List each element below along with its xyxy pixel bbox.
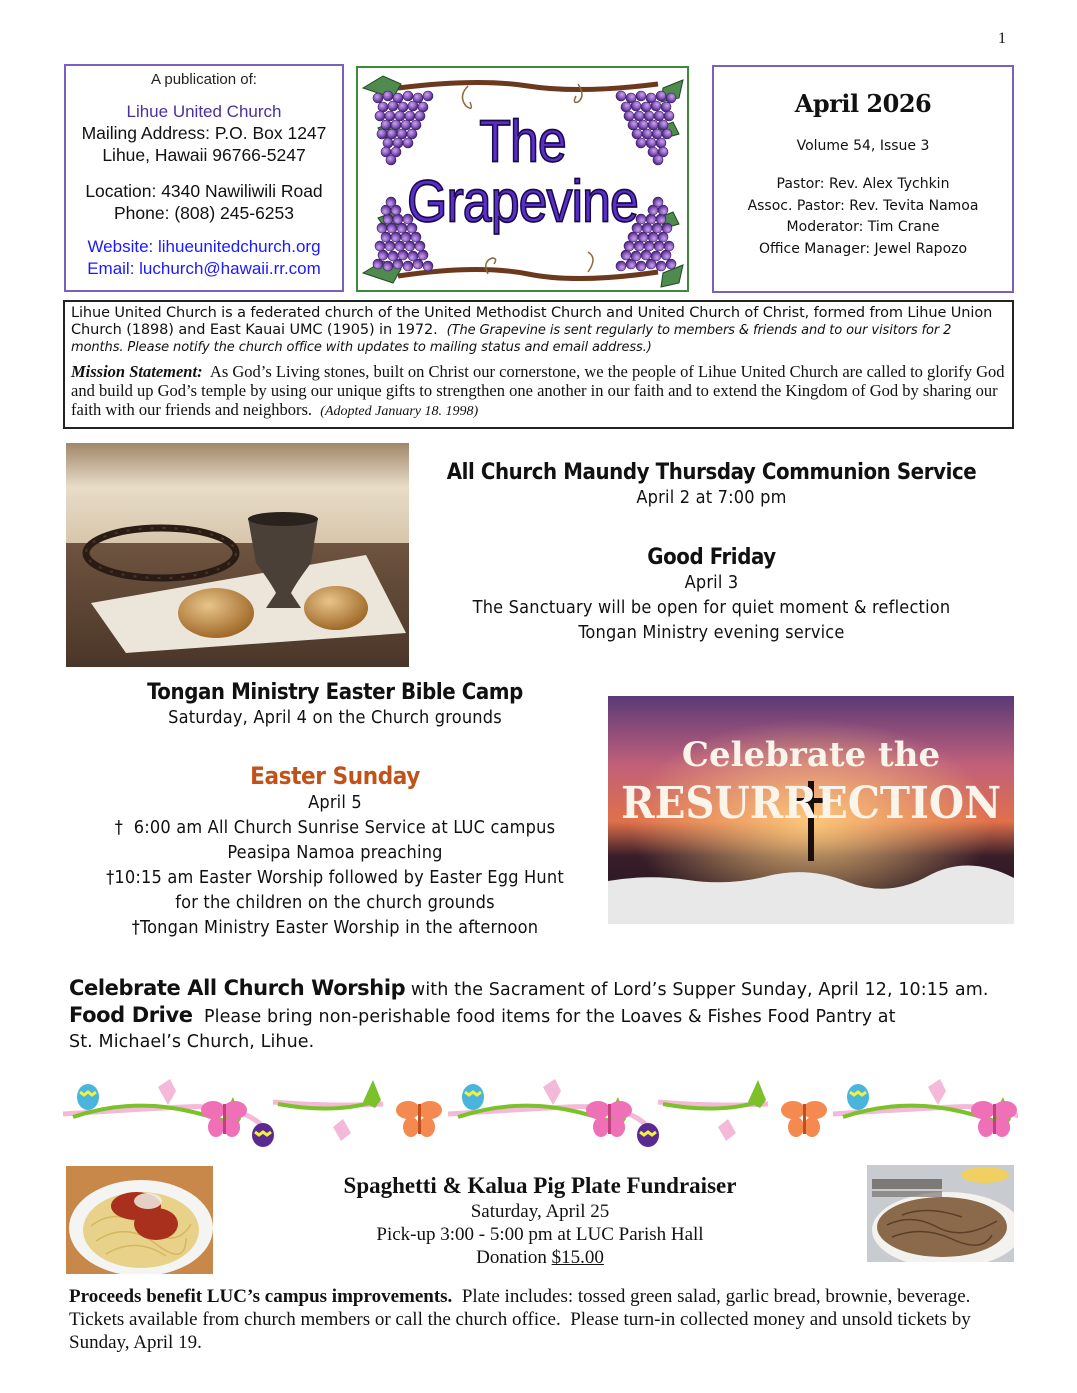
kalua-pig-photo <box>867 1165 1014 1262</box>
federation-text: Lihue United Church is a federated church of the United Methodist Church and United Church of Christ, formed from Lihue Union Church (1898) and East Kauai UMC (1905) in 1972. <box>71 305 993 338</box>
logo-title-the: The <box>479 108 566 176</box>
event-detail: Tongan Ministry evening service <box>578 622 845 643</box>
church-info-box <box>63 300 1014 429</box>
easter-sunday-event <box>70 762 600 940</box>
event-date: April 3 <box>684 572 739 593</box>
page-number: 1 <box>998 30 1006 47</box>
issue-info-box <box>712 65 1014 293</box>
easter-item: † 6:00 am All Church Sunrise Service at LUC campus <box>114 817 556 838</box>
food-drive-text: Please bring non-perishable food items for the Loaves & Fishes Food Pantry at <box>192 1007 896 1027</box>
location-address: Location: 4340 Nawiliwili Road <box>85 181 323 201</box>
food-drive-title: Food Drive <box>69 1003 193 1027</box>
easter-item: †Tongan Ministry Easter Worship in the afternoon <box>131 917 539 938</box>
maundy-thursday-event <box>420 460 1003 510</box>
worship-announcement <box>69 976 1019 1003</box>
event-detail: The Sanctuary will be open for quiet moment & reflection <box>472 597 951 618</box>
mailing-note: (The Grapevine is sent regularly to members & friends and to our visitors for 2 months. Please notify the church office with updates to mailing status and email address.) <box>71 323 952 355</box>
worship-title: Celebrate All Church Worship <box>69 976 406 1000</box>
phone-number: Phone: (808) 245-6253 <box>114 203 294 223</box>
issue-volume: Volume 54, Issue 3 <box>796 138 930 154</box>
event-title: Good Friday <box>647 545 776 570</box>
event-title: Easter Sunday <box>250 762 420 790</box>
city-state-zip: Lihue, Hawaii 96766-5247 <box>102 145 306 165</box>
event-title: All Church Maundy Thursday Communion Service <box>446 460 977 485</box>
proceeds-paragraph <box>69 1285 1014 1354</box>
website-link[interactable]: Website: lihueunitedchurch.org <box>87 237 321 256</box>
resurrection-line2: RESURRECTION <box>621 778 1001 829</box>
mission-text: As God’s Living stones, built on Christ our cornerstone, we the people of Lihue United Church are called to glorify God and build up God’s temple by using our unique gifts to strengthen one another in our faith and to extend the Kingdom of God by sharing our faith with our friends and neighbors. <box>71 362 1005 419</box>
easter-egg-icon <box>77 1084 99 1110</box>
proceeds-bold: Proceeds benefit LUC’s campus improvements. <box>69 1286 453 1307</box>
logo-title-grapevine: Grapevine <box>407 168 638 236</box>
grapevine-logo <box>356 66 689 292</box>
staff-office-manager: Office Manager: Jewel Rapozo <box>758 240 968 257</box>
fundraiser-pickup: Pick-up 3:00 - 5:00 pm at LUC Parish Hall <box>376 1224 704 1245</box>
publication-intro: A publication of: <box>151 71 257 88</box>
staff-assoc-pastor: Assoc. Pastor: Rev. Tevita Namoa <box>747 197 979 214</box>
good-friday-event <box>420 545 1003 645</box>
fundraiser-title: Spaghetti & Kalua Pig Plate Fundraiser <box>343 1173 737 1198</box>
easter-item: †10:15 am Easter Worship followed by Easter Egg Hunt <box>106 867 564 888</box>
easter-item-continued: Peasipa Namoa preaching <box>227 842 443 863</box>
fundraiser-date: Saturday, April 25 <box>470 1201 610 1222</box>
food-drive-location: St. Michael’s Church, Lihue. <box>69 1032 315 1052</box>
bible-camp-event <box>70 680 600 730</box>
event-date: Saturday, April 4 on the Church grounds <box>168 707 502 728</box>
announcements <box>69 976 1019 1055</box>
cross-bullet-icon: † <box>114 817 124 838</box>
event-date: April 2 at 7:00 pm <box>636 487 787 508</box>
mission-label: Mission Statement: <box>71 362 203 381</box>
cross-bullet-icon: † <box>131 917 141 938</box>
staff-moderator: Moderator: Tim Crane <box>786 219 940 235</box>
federation-paragraph <box>71 305 1006 356</box>
worship-text: with the Sacrament of Lord’s Supper Sunday, April 12, 10:15 am. <box>405 980 989 1000</box>
event-title: Tongan Ministry Easter Bible Camp <box>147 680 523 705</box>
donation-amount: $15.00 <box>551 1247 604 1268</box>
staff-pastor: Pastor: Rev. Alex Tychkin <box>776 176 950 192</box>
mission-adopted-date: (Adopted January 18. 1998) <box>320 404 479 419</box>
easter-decorative-border <box>63 1072 1018 1154</box>
church-name: Lihue United Church <box>126 102 282 121</box>
celebrate-resurrection-image <box>608 696 1014 924</box>
event-date: April 5 <box>308 792 362 813</box>
proceeds-text: Plate includes: tossed green salad, garlic bread, brownie, beverage. Tickets available from church members or call the church office. Please turn-in collected money and unsold tickets by Sunday, April 19. <box>69 1286 980 1353</box>
spaghetti-photo <box>66 1166 213 1274</box>
fundraiser-donation <box>215 1246 865 1269</box>
mailing-address: Mailing Address: P.O. Box 1247 <box>81 123 327 143</box>
communion-photo <box>66 443 409 667</box>
fundraiser-announcement <box>215 1172 865 1269</box>
food-drive-announcement <box>69 1003 1019 1030</box>
cross-bullet-icon: † <box>106 867 115 888</box>
easter-item-continued: for the children on the church grounds <box>175 892 495 913</box>
issue-month: April 2026 <box>794 89 932 118</box>
donation-label: Donation <box>476 1247 552 1268</box>
resurrection-line1: Celebrate the <box>681 735 941 775</box>
butterfly-icon <box>396 1101 442 1137</box>
email-link[interactable]: Email: luchurch@hawaii.rr.com <box>87 259 321 278</box>
easter-egg-icon <box>252 1123 274 1147</box>
mission-paragraph <box>71 362 1006 421</box>
publication-info-box <box>64 64 344 292</box>
